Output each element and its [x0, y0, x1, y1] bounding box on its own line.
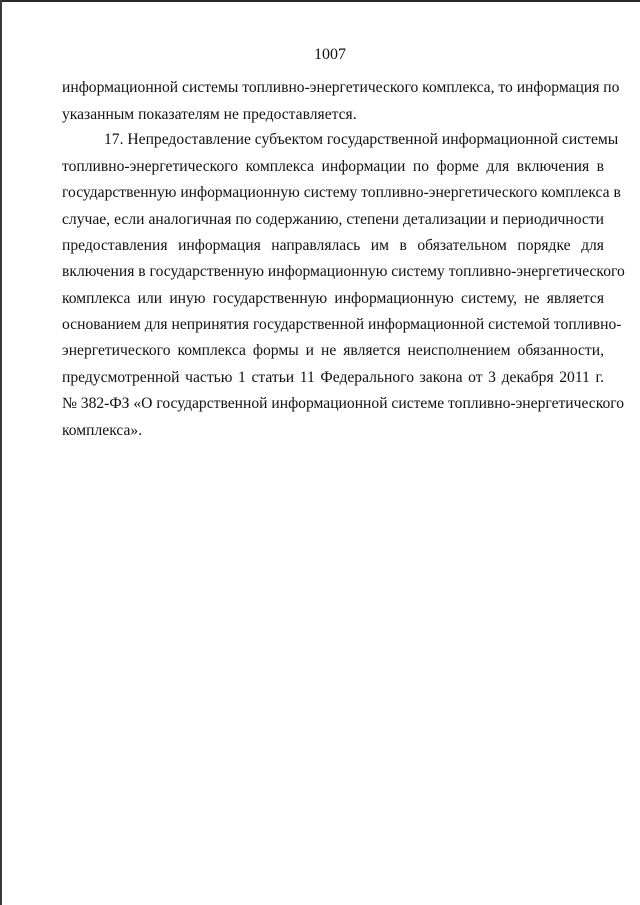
- paragraph-17-line-9: энергетического комплекса формы и не является неисполнением обязанности,: [62, 342, 604, 359]
- text-line-1: информационной системы топливно-энергетического комплекса, то информация по: [62, 79, 620, 96]
- text-line-2: указанным показателям не предоставляется.: [62, 106, 357, 123]
- paragraph-17-line-10: предусмотренной частью 1 статьи 11 Федерального закона от 3 декабря 2011 г.: [62, 369, 604, 386]
- paragraph-17-line-12: комплекса».: [62, 422, 143, 439]
- paragraph-17-line-5: предоставления информация направлялась им в обязательном порядке для: [62, 237, 604, 254]
- paragraph-17-line-2: топливно-энергетического комплекса информации по форме для включения в: [62, 158, 604, 175]
- paragraph-17-line-1: 17. Непредоставление субъектом государственной информационной системы: [104, 131, 619, 148]
- scan-edge-top: [0, 0, 640, 2]
- paragraph-17-line-7: комплекса или иную государственную информационную систему, не является: [62, 290, 604, 307]
- paragraph-17-line-4: случае, если аналогичная по содержанию, степени детализации и периодичности: [62, 211, 604, 228]
- paragraph-17-line-11: № 382-ФЗ «О государственной информационной системе топливно-энергетического: [62, 395, 625, 412]
- paragraph-17-line-8: основанием для непринятия государственной информационной системой топливно-: [62, 316, 622, 333]
- scan-edge-left: [0, 0, 2, 905]
- paragraph-17-line-3: государственную информационную систему топливно-энергетического комплекса в: [62, 184, 621, 201]
- page-number: 1007: [314, 46, 346, 63]
- paragraph-17-line-6: включения в государственную информационную систему топливно-энергетического: [62, 263, 625, 280]
